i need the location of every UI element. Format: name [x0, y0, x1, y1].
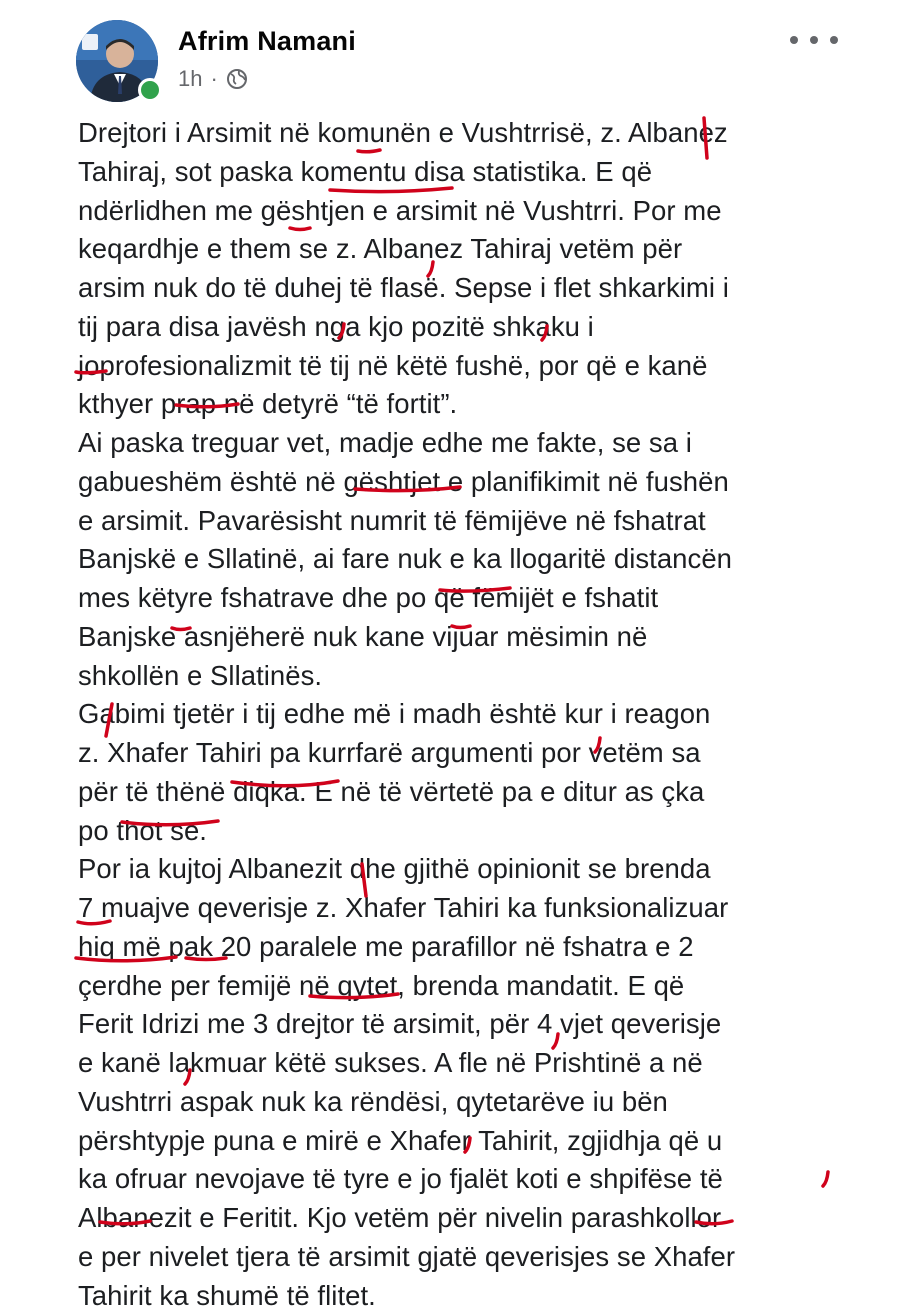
post-line: ndërlidhen me gështjen e arsimit në Vushtrri. Por me [78, 192, 898, 231]
post-meta [178, 66, 248, 92]
more-options-button[interactable] [790, 28, 838, 52]
post-line: Banjske asnjëherë nuk kane vijuar mësimin në [78, 618, 898, 657]
post-line: Ai paska treguar vet, madje edhe me fakte, se sa i [78, 424, 898, 463]
post-line: Tahiraj, sot paska komentu disa statistika. E që [78, 153, 898, 192]
post-line: përshtypje puna e mirë e Xhafer Tahirit, zgjidhja që u [78, 1122, 898, 1161]
more-options-icon [790, 36, 798, 44]
post-line: ka ofruar nevojave të tyre e jo fjalët koti e shpifëse të [78, 1160, 898, 1199]
post-line: 7 muajve qeverisje z. Xhafer Tahiri ka funksionalizuar [78, 889, 898, 928]
globe-icon[interactable] [226, 68, 248, 90]
post-line: e kanë lakmuar këtë sukses. A fle në Prishtinë a në [78, 1044, 898, 1083]
post-line: mes këtyre fshatrave dhe po që fëmijët e fshatit [78, 579, 898, 618]
post-line: Banjskë e Sllatinë, ai fare nuk e ka llogaritë distancën [78, 540, 898, 579]
meta-separator: · [210, 66, 217, 92]
post-line: keqardhje e them se z. Albanez Tahiraj vetëm për [78, 230, 898, 269]
online-status-icon [138, 78, 162, 102]
post-line: Ferit Idrizi me 3 drejtor të arsimit, për 4 vjet qeverisje [78, 1005, 898, 1044]
post-line: e per nivelet tjera të arsimit gjatë qeverisjes se Xhafer [78, 1238, 898, 1277]
post-line: për të thënë diqka. E në të vërtetë pa e ditur as çka [78, 773, 898, 812]
post-line: Albanezit e Feritit. Kjo vetëm për nivelin parashkollor [78, 1199, 898, 1238]
post-line: çerdhe per femijë në qytet, brenda mandatit. E që [78, 967, 898, 1006]
post-text [78, 114, 898, 1315]
post-line: Vushtrri aspak nuk ka rëndësi, qytetarëve iu bën [78, 1083, 898, 1122]
post-line: Por ia kujtoj Albanezit dhe gjithë opinionit se brenda [78, 850, 898, 889]
post-line: tij para disa javësh nga kjo pozitë shkaku i [78, 308, 898, 347]
post-line: kthyer prap në detyrë “të fortit”. [78, 385, 898, 424]
post-line: shkollën e Sllatinës. [78, 657, 898, 696]
post-line: gabueshëm është në gështjet e planifikimit në fushën [78, 463, 898, 502]
post-line: po thot se. [78, 812, 898, 851]
post-line: z. Xhafer Tahiri pa kurrfarë argumenti por vetëm sa [78, 734, 898, 773]
post-line: hiq më pak 20 paralele me parafillor në fshatra e 2 [78, 928, 898, 967]
post-line: Gabimi tjetër i tij edhe më i madh është kur i reagon [78, 695, 898, 734]
author-name[interactable]: Afrim Namani [178, 26, 356, 57]
post-line: Drejtori i Arsimit në komunën e Vushtrrisë, z. Albanez [78, 114, 898, 153]
post-line: arsim nuk do të duhej të flasë. Sepse i flet shkarkimi i [78, 269, 898, 308]
avatar[interactable] [76, 20, 158, 102]
post-line: Tahirit ka shumë të flitet. [78, 1277, 898, 1315]
post-header [0, 0, 914, 110]
post-time[interactable]: 1h [178, 66, 202, 92]
post-line: joprofesionalizmit të tij në këtë fushë, por që e kanë [78, 347, 898, 386]
post-line: e arsimit. Pavarësisht numrit të fëmijëve në fshatrat [78, 502, 898, 541]
